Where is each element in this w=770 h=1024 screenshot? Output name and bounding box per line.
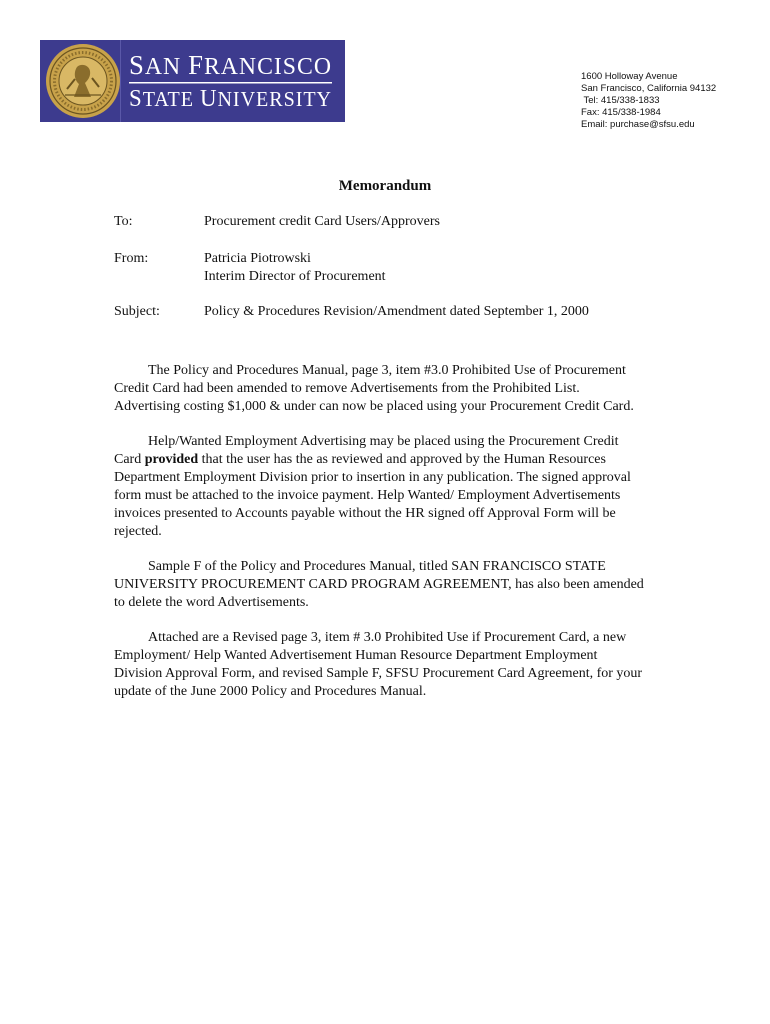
subject-label: Subject: [114,304,160,319]
from-label: From: [114,251,149,266]
paragraph-1: The Policy and Procedures Manual, page 3, item #3.0 Prohibited Use of Procurement Credit Card had been amended to remove Advertisements from the Prohibited List. Advertising costing $1,000 & under can now be placed using your Procurement Credit Card. [114,363,634,414]
address-city: San Francisco, California 94132 [581,83,717,94]
address-fax: Fax: 415/338-1984 [581,107,661,118]
from-name: Patricia Piotrowski [204,251,311,266]
address-tel: Tel: 415/338-1833 [581,95,660,106]
paragraph-2-start: Help/Wanted Employment Advertising may be placed using the Procurement Credit Card [114,434,619,467]
svg-text:STATE UNIVERSITY: STATE UNIVERSITY [129,86,338,112]
paragraph-4: Attached are a Revised page 3, item # 3.0 Prohibited Use if Procurement Card, a new Employment/ Help Wanted Advertisement Human Resource Department Employment Division Approval Form, and revised Sample F, SFSU Procurement Card Agreement, for your update of the June 2000 Policy and Procedures Manual. [114,630,643,699]
paragraph-2-end: that the user has the as reviewed and approved by the Human Resources Department Employment Division prior to insertion in any publication. The signed approval form must be attached to the invoice payment. Help Wanted/ Employment Advertisements invoices presented to Accounts payable without the HR signed off Approval Form will be rejected. [114,452,631,539]
address-email: Email: purchase@sfsu.edu [581,119,695,130]
subject-value: Policy & Procedures Revision/Amendment dated September 1, 2000 [204,304,589,319]
to-label: To: [114,214,133,229]
to-value: Procurement credit Card Users/Approvers [204,214,440,229]
paragraph-3: Sample F of the Policy and Procedures Manual, titled SAN FRANCISCO STATE UNIVERSITY PROCUREMENT CARD PROGRAM AGREEMENT, has also been amended to delete the word Advertisements. [114,559,644,610]
paragraph-2 [114,433,644,541]
address-street: 1600 Holloway Avenue [581,71,678,82]
svg-text:SAN FRANCISCO: SAN FRANCISCO [129,50,334,80]
memo-title: Memorandum [338,178,432,194]
paragraph-2-bold: provided [144,452,199,467]
address-block [581,71,716,131]
university-logo [40,40,345,122]
from-title: Interim Director of Procurement [204,269,386,284]
memo-body [114,362,644,718]
university-seal-icon [40,40,345,122]
